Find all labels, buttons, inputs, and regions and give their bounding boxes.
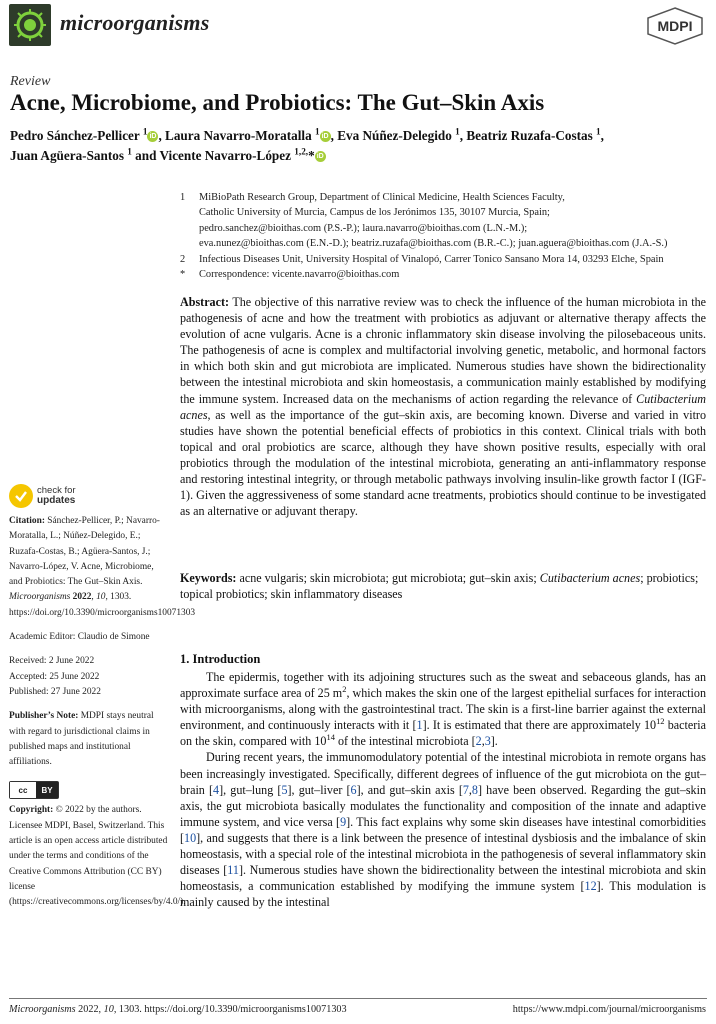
check-for-updates-button[interactable]: check for updates <box>9 484 76 508</box>
mdpi-logo-text: MDPI <box>657 18 693 34</box>
affiliations: 1 MiBioPath Research Group, Department of Clinical Medicine, Health Sciences Faculty, Catholic University of Murcia, Campus de los Jerónimos 135, 30107 Murcia, Spain; pedro.sanchez@bioithas.com (P.S.-P.); laura.navarro@bioithas.com (L.N.-M.); eva.nunez@bioithas.com (E.N.-D.); beatriz.ruzafa@bioithas.com (B.R.-C.); juan.aguera@bioithas.com (J.A.-S.) 2 Infectious Diseases Unit, University Hospital of Vinalopó, Carrer Tonico Sansano Mora 14, 03293 Elche, Spain * Correspondence: vicente.navarro@bioithas.com <box>180 192 668 281</box>
orcid-icon[interactable]: iD <box>316 153 324 160</box>
article-type: Review <box>10 74 51 89</box>
keywords: Keywords: acne vulgaris; skin microbiota; gut microbiota; gut–skin axis; Cutibacterium acnes; probiotics; topical probiotics; skin inflammatory diseases <box>180 571 699 602</box>
cc-by-license-badge[interactable]: cc BY <box>9 781 59 799</box>
author-name[interactable]: Beatriz Ruzafa-Costas <box>466 128 593 143</box>
author-name[interactable]: Pedro Sánchez-Pellicer <box>10 128 140 143</box>
author-name[interactable]: Laura Navarro-Moratalla <box>165 128 312 143</box>
microorganism-icon <box>12 7 48 43</box>
introduction-body: The epidermis, together with its adjoining structures such as the sweat and sebaceous glands, has an approximate surface area of 25 $m^2$, which makes the skin one of the largest epithelial surfaces for interaction with microorganisms, along with the gastrointestinal tract. The skin is a first-line barrier against the external environment, and continuously interacts with it [1]. It is estimated that there are approximately $10^{12}$ bacteria on the skin, compared with $10^{14}$ of the intestinal microbiota [2,3]. During recent years, the immunomodulatory potential of the intestinal microbiota in remote organs has been increasingly investigated. Specifically, different degrees of influence of the gut microbiota on the gut–brain [4], gut–lung [5], gut–liver [6], and gut–skin axis [7,8] have been observed. Regarding the gut–skin axis, the gut microbiota basically modulates the functionality and composition of the innate and adaptive immune system, and vice versa [9]. This fact explains why some skin diseases have intestinal comorbidities [10], and suggests that there is a link between the presence of intestinal dysbiosis and the imbalance of skin homeostasis, with a special role of the intestinal microbiota in the pathogenesis of several inflammatory skin diseases [11]. Numerous studies have shown the bidirectionality between the intestinal microbiota and skin homeostasis, a communication established by modifying the immune system [12]. This modulation is mainly caused by the intestinal <box>180 670 707 910</box>
dates: Received: 2 June 2022 Accepted: 25 June 2022 Published: 27 June 2022 <box>9 656 101 697</box>
author-name[interactable]: Juan Agüera-Santos <box>10 148 124 163</box>
footer-journal-url[interactable]: https://www.mdpi.com/journal/microorganisms <box>512 1004 706 1015</box>
academic-editor: Academic Editor: Claudio de Simone <box>9 632 150 643</box>
author-name[interactable]: Vicente Navarro-López <box>159 148 291 163</box>
section-heading: 1. Introduction <box>180 652 261 666</box>
orcid-icon[interactable]: iD <box>321 133 329 140</box>
checkmark-icon <box>9 484 33 508</box>
author-name[interactable]: Eva Núñez-Delegido <box>337 128 452 143</box>
article-title: Acne, Microbiome, and Probiotics: The Gut–Skin Axis <box>10 90 545 115</box>
sidebar <box>9 514 196 920</box>
journal-name: microorganisms <box>60 10 210 35</box>
mdpi-logo <box>644 6 706 46</box>
footer-divider <box>9 998 707 999</box>
copyright: Copyright: © 2022 by the authors. Licensee MDPI, Basel, Switzerland. This article is an open access article distributed under the terms and conditions of the Creative Commons Attribution (CC BY) license (https://creativecommons.org/licenses/by/4.0/). <box>9 805 186 908</box>
abstract: Abstract: The objective of this narrative review was to check the influence of the human microbiota in the pathogenesis of acne and how the treatment with probiotics as adjuvant or alternative therapy affects the evolution of acne vulgaris. Acne is a chronic inflammatory skin disease involving the pilosebaceous units. The pathogenesis of acne is complex and multifactorial involving genetic, metabolic, and hormonal factors in which both skin and gut microbiota are implicated. Numerous studies have shown the bidirectionality between the intestinal microbiota and skin homeostasis, a communication mainly established by modifying the immune system. Increased data on the mechanisms of action regarding the relevance of Cutibacterium acnes, as well as the importance of the gut–skin axis, are becoming known. Diverse and varied in vitro studies have shown the potential beneficial effects of probiotics in this context. Clinical trials with both topical and oral probiotics are scarce, although they have shown positive results, especially with oral probiotics through the modulation of the intestinal microbiota, generating an anti-inflammatory response and restoring intestinal integrity, or through metabolic pathways involving insulin-like growth factor I (IGF-1). Given the aggressiveness of some standard acne treatments, probiotics should continue to be investigated as an alternative or adjuvant therapy. <box>180 295 706 519</box>
journal-logo <box>9 4 51 46</box>
footer-citation: Microorganisms 2022, 10, 1303. https://doi.org/10.3390/microorganisms10071303 <box>9 1004 347 1015</box>
author-list: Pedro Sánchez-Pellicer $^1$ iD , Laura Navarro-Moratalla $^1$ iD , Eva Núñez-Delegido $^1$, Beatriz Ruzafa-Costas $^1$, Juan Agüera-Santos $^1$ and Vicente Navarro-López $^{1,2,}$* iD <box>10 126 604 163</box>
publisher-note: Publisher’s Note: MDPI stays neutral with regard to jurisdictional claims in published maps and institutional affiliations. <box>9 711 154 768</box>
citation: Citation: Sánchez-Pellicer, P.; Navarro-Moratalla, L.; Núñez-Delegido, E.; Ruzafa-Costas, B.; Agüera-Santos, J.; Navarro-López, V. Acne, Microbiome, and Probiotics: The Gut–Skin Axis. Microorganisms 2022, 10, 1303. https://doi.org/10.3390/microorganisms10071303 <box>9 516 196 618</box>
orcid-icon[interactable]: iD <box>149 133 157 140</box>
